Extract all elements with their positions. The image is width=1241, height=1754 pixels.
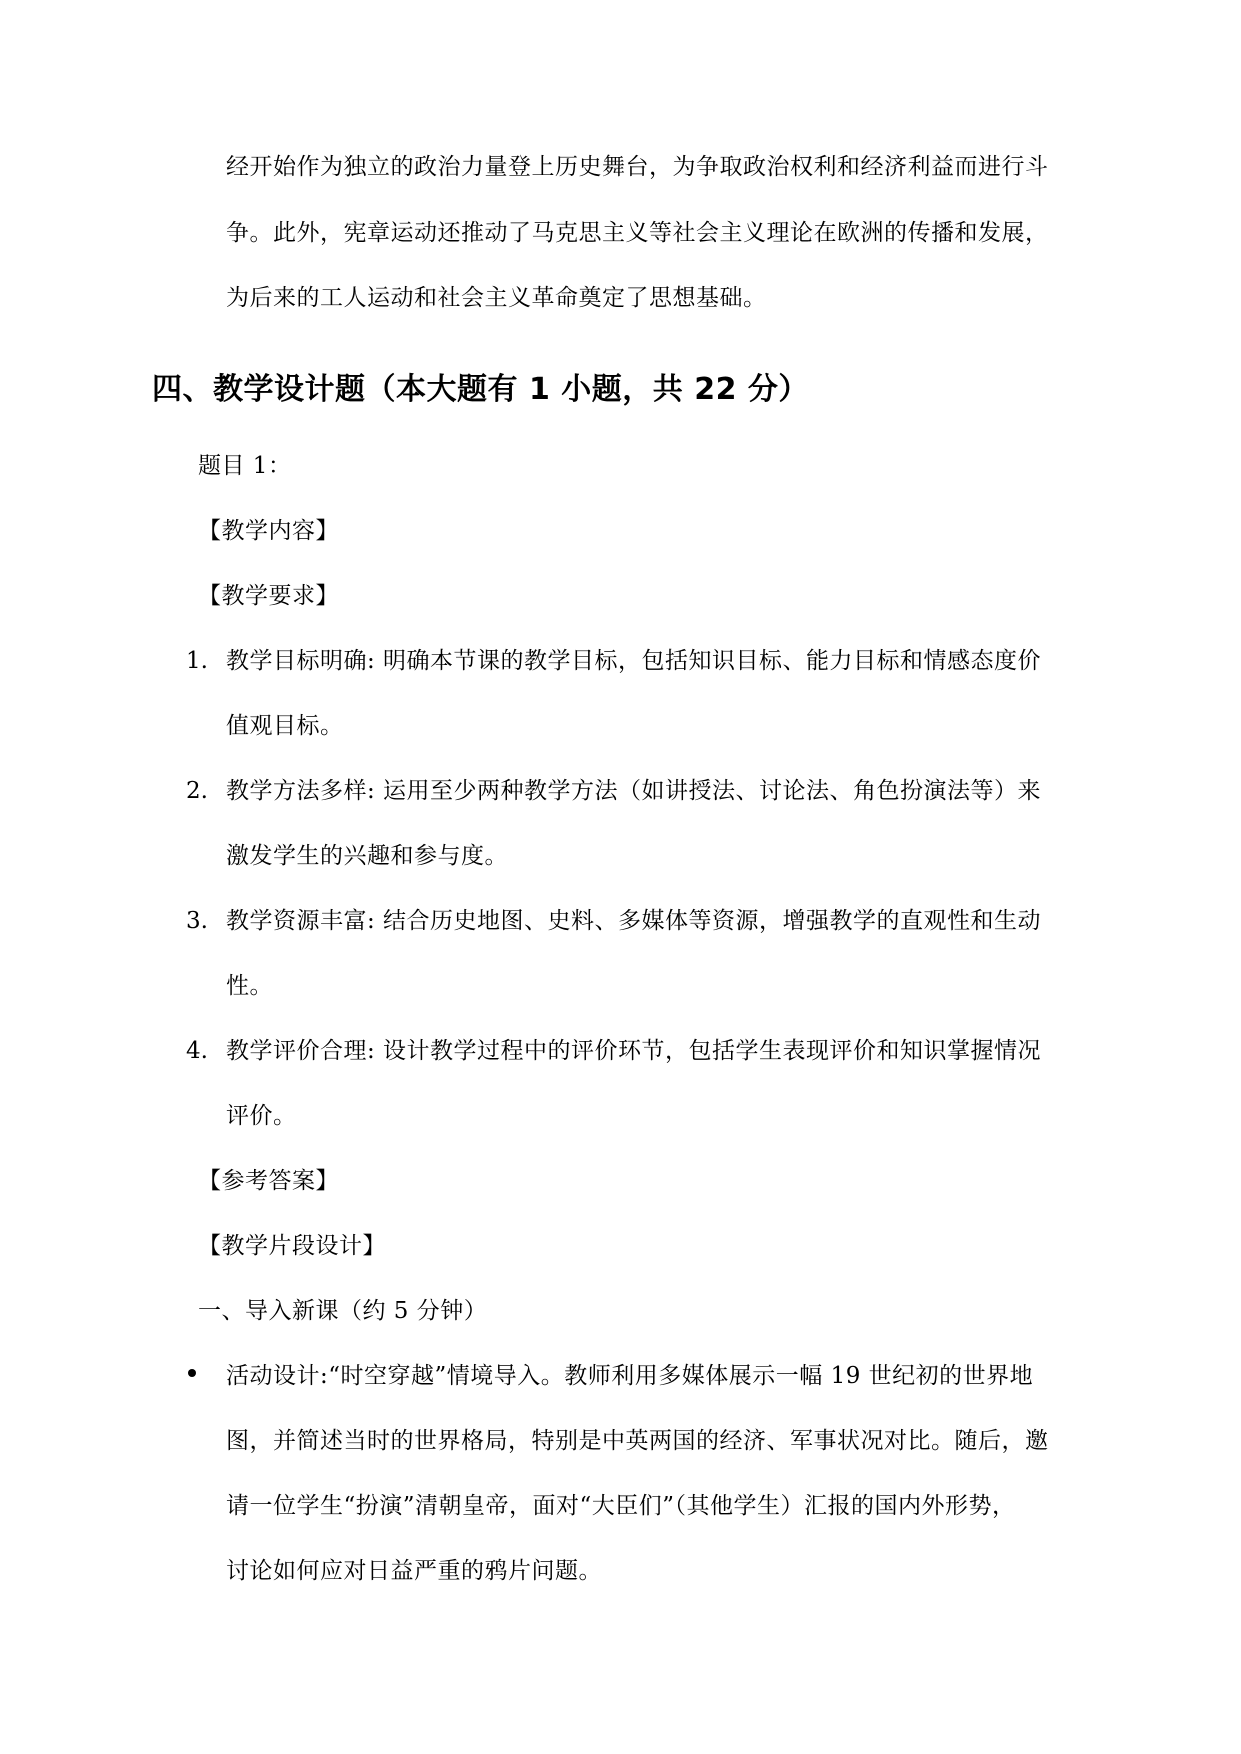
teaching-content-label: 【教学内容】 [198, 518, 339, 544]
requirement-1-line-1: 教学目标明确: 明确本节课的教学目标，包括知识目标、能力目标和情感态度价 [226, 648, 1042, 674]
requirement-3-line-1: 教学资源丰富: 结合历史地图、史料、多媒体等资源，增强教学的直观性和生动 [226, 908, 1042, 934]
reference-answer-label: 【参考答案】 [198, 1168, 339, 1194]
teaching-requirements-label: 【教学要求】 [198, 583, 339, 609]
part-one-heading: 一、导入新课（约 5 分钟） [198, 1298, 488, 1324]
requirement-1-line-2: 值观目标。 [226, 713, 344, 739]
requirement-marker-4: 4. [186, 1038, 208, 1064]
question-label: 题目 1： [198, 453, 292, 479]
requirement-2-line-2: 激发学生的兴趣和参与度。 [226, 843, 508, 869]
requirement-2-line-1: 教学方法多样: 运用至少两种教学方法（如讲授法、讨论法、角色扮演法等）来 [226, 778, 1042, 804]
activity-line-1: 活动设计:“时空穿越”情境导入。教师利用多媒体展示一幅 19 世纪初的世界地 [226, 1363, 1034, 1389]
requirement-marker-3: 3. [186, 908, 208, 934]
section-heading: 四、教学设计题（本大题有 1 小题，共 22 分） [152, 372, 809, 407]
requirement-4-line-2: 评价。 [226, 1103, 297, 1129]
bullet-icon [188, 1369, 196, 1377]
activity-line-2: 图，并简述当时的世界格局，特别是中英两国的经济、军事状况对比。随后，邀 [226, 1428, 1049, 1454]
continuation-line-1: 经开始作为独立的政治力量登上历史舞台，为争取政治权利和经济利益而进行斗 [226, 154, 1049, 180]
activity-line-3: 请一位学生“扮演”清朝皇帝，面对“大臣们”（其他学生）汇报的国内外形势， [226, 1493, 1016, 1519]
continuation-line-2: 争。此外，宪章运动还推动了马克思主义等社会主义理论在欧洲的传播和发展， [226, 220, 1049, 246]
segment-design-label: 【教学片段设计】 [198, 1233, 386, 1259]
continuation-line-3: 为后来的工人运动和社会主义革命奠定了思想基础。 [226, 285, 767, 311]
requirement-3-line-2: 性。 [226, 973, 273, 999]
requirement-4-line-1: 教学评价合理: 设计教学过程中的评价环节，包括学生表现评价和知识掌握情况 [226, 1038, 1042, 1064]
requirement-marker-2: 2. [186, 778, 208, 804]
activity-line-4: 讨论如何应对日益严重的鸦片问题。 [226, 1558, 602, 1584]
requirement-marker-1: 1. [186, 648, 208, 674]
